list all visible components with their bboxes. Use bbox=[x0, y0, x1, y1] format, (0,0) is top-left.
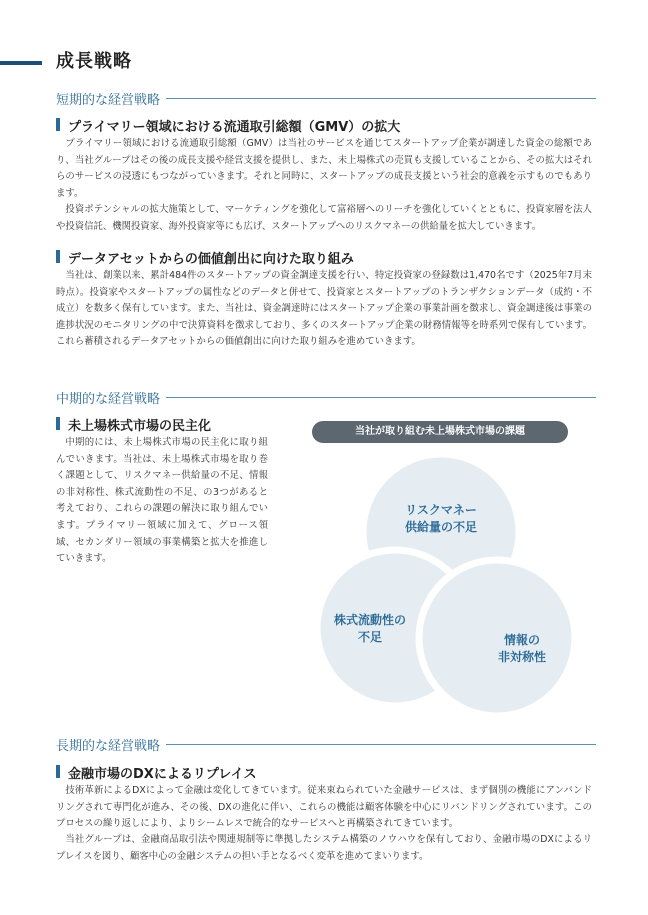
data-asset-paragraph: 当社は、創業以来、累計484件のスタートアップの資金調達支援を行い、特定投資家の登録数は1,470名です（2025年7月末時点）。投資家やスタートアップの属性などのデータと併せて、投資家とスタートアップのトランザクションデータ（成約・不成立）を数多く保有しています。また、当社は、資金調達時にはスタートアップ企業の事業計画を徴求し、資金調達後は事業の進捗状況のモニタリングの中で決算資料を徴求しており、多くのスタートアップ企業の財務情報等を時系列で保有しています。これら蓄積されるデータアセットからの価値創出に向けた取り組みを進めていきます。 bbox=[56, 270, 592, 348]
circle-risk-money-label: リスクマネー bbox=[405, 503, 477, 517]
gmv-paragraph-1: プライマリー領域における流通取引総額（GMV）は当社のサービスを通じてスタートアップ企業が調達した資金の総額であり、当社グループはその後の成長支援や経営支援を提供し、また、未上場株式の売買も支援していることから、その拡大はそれらのサービスの浸透にもつながっていきます。それと同時に、スタートアップの成長支援という社会的意義を示すものでもあります。 bbox=[56, 138, 592, 199]
issues-diagram-title: 当社が取り組む未上場株式市場の課題 bbox=[312, 421, 568, 443]
subheading-marker bbox=[56, 765, 60, 778]
dx-subheading-text: 金融市場のDXによるリプレイス bbox=[68, 767, 257, 782]
gmv-subheading-text: プライマリー領域における流通取引総額（GMV）の拡大 bbox=[68, 120, 401, 135]
subheading-marker bbox=[56, 250, 60, 263]
circle-risk-money-label: 供給量の不足 bbox=[404, 520, 478, 534]
dx-paragraph-1: 技術革新によるDXによって金融は変化してきています。従来束ねられていた金融サービスは、まず個別の機能にアンバンドリングされて専門化が進み、その後、DXの進化に伴い、これらの機能は顧客体験を中心にリバンドリングされています。このプロセスの繰り返しにより、よりシームレスで統合的なサービスへと再構築されてきています。 bbox=[56, 785, 592, 830]
circle-liquidity-label: 不足 bbox=[357, 630, 383, 644]
subheading-marker bbox=[56, 118, 60, 131]
dx-paragraph-2: 当社グループは、金融商品取引法や関連規制等に準拠したシステム構築のノウハウを保有しており、金融市場のDXによるリプレイスを図り、顧客中心の金融システムの担い手となるべく変革を進めてまいります。 bbox=[56, 834, 592, 862]
circle-information bbox=[419, 560, 575, 716]
gmv-paragraph-2: 投資ポテンシャルの拡大施策として、マーケティングを強化して富裕層へのリーチを強化していくとともに、投資家層を法人や投資信託、機関投資家、海外投資家等にも広げ、スタートアップへのリスクマネーの供給量を拡大していきます。 bbox=[56, 204, 592, 232]
long-term-heading bbox=[56, 735, 596, 755]
democratization-paragraph: 中期的には、未上場株式市場の民主化に取り組んでいきます。当社は、未上場株式市場を取り巻く課題として、リスクマネー供給量の不足、情報の非対称性、株式流動性の不足、の3つがあると考えており、これらの課題の解決に取り組んでいます。プライマリー領域に加えて、グロース領域、セカンダリー領域の事業構築と拡大を推進していきます。 bbox=[56, 437, 268, 565]
data-asset-subheading-text: データアセットからの価値創出に向けた取り組み bbox=[68, 252, 354, 267]
page-title: 成長戦略 bbox=[56, 51, 132, 72]
mid-term-heading bbox=[56, 388, 596, 408]
short-term-heading-label: 短期的な経営戦略 bbox=[56, 89, 166, 108]
circle-liquidity-label: 株式流動性の bbox=[333, 613, 407, 627]
title-accent-bar bbox=[0, 61, 42, 65]
mid-term-heading-label: 中期的な経営戦略 bbox=[56, 388, 166, 407]
democratization-subheading-text: 未上場株式市場の民主化 bbox=[68, 419, 212, 434]
circle-information-label: 情報の bbox=[503, 633, 541, 647]
issues-venn-diagram bbox=[300, 452, 590, 722]
circle-information-label: 非対称性 bbox=[497, 650, 547, 664]
subheading-marker bbox=[56, 417, 60, 430]
short-term-heading bbox=[56, 89, 596, 109]
long-term-heading-label: 長期的な経営戦略 bbox=[56, 735, 166, 754]
